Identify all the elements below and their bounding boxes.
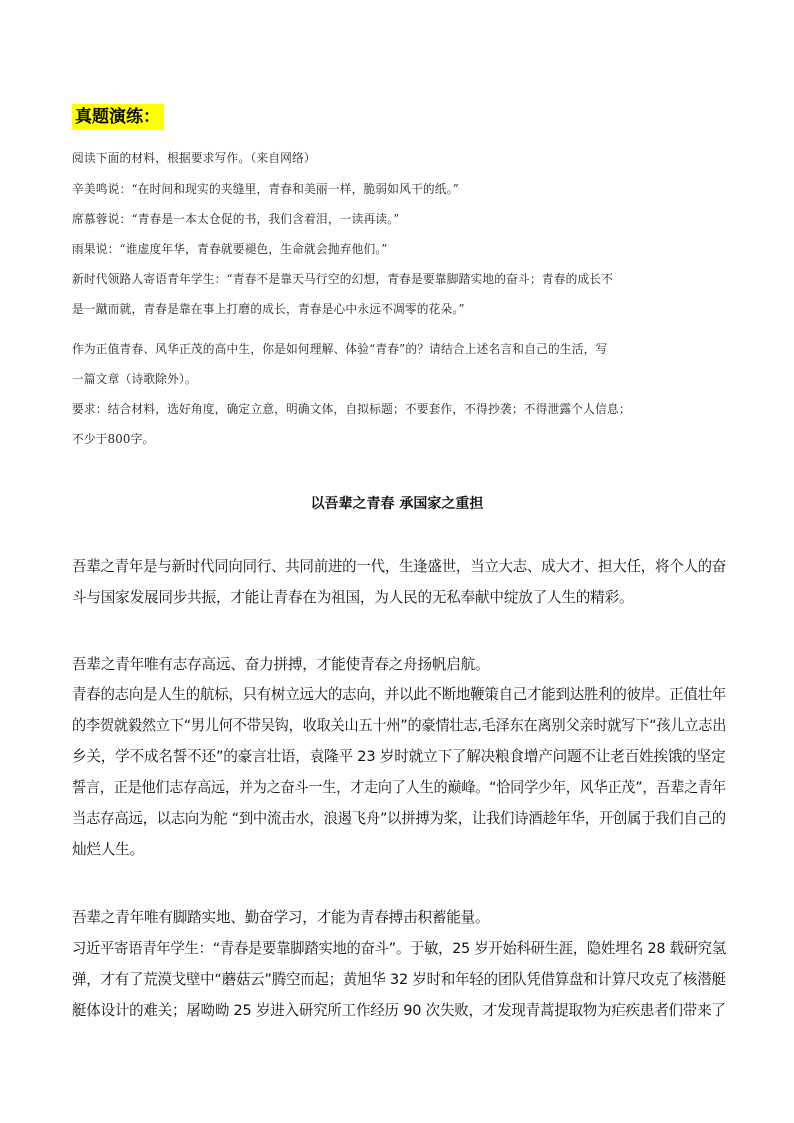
material-line-2: 辛美鸣说：“在时间和现实的夹缝里，青春和美丽一样，脆弱如风干的纸。” (72, 182, 459, 196)
material-line-3: 席慕蓉说：“青春是一本太仓促的书，我们含着泪，一读再读。” (72, 212, 400, 226)
essay-line-9: 灿烂人生。 (72, 841, 144, 858)
material-line-6: 是一蹴而就，青春是靠在事上打磨的成长，青春是心中永远不凋零的花朵。” (72, 302, 465, 316)
material-line-5: 新时代领路人寄语青年学生：“青春不是靠天马行空的幻想，青春是要靠脚踏实地的奋斗；青春的成长不 (72, 272, 614, 286)
essay-line-2: 斗与国家发展同步共振，才能让青春在为祖国，为人民的无私奉献中绽放了人生的精彩。 (72, 589, 634, 606)
section-heading: 真题演练： (72, 104, 164, 130)
essay-line-7: 誓言，正是他们志存高远，并为之奋斗一生，才走向了人生的巅峰。“恰同学少年，风华正茂”，吾辈之青年 (72, 779, 726, 796)
essay-line-4: 青春的志向是人生的航标，只有树立远大的志向，并以此不断地鞭策自己才能到达胜利的彼岸。正值壮年 (72, 686, 727, 703)
essay-line-3: 吾辈之青年唯有志存高远、奋力拼搏，才能使青春之舟扬帆启航。 (72, 656, 490, 673)
essay-line-13: 艇体设计的难关；屠呦呦 25 岁进入研究所工作经历 90 次失败，才发现青蒿提取物为疟疾患者们带来了 (72, 1002, 726, 1019)
essay-line-5: 的李贺就毅然立下“男儿何不带吴钩，收取关山五十州”的豪情壮志,毛泽东在离别父亲时就写下“孩儿立志出 (72, 717, 727, 734)
material-line-10: 不少于800字。 (72, 432, 155, 446)
essay-line-1: 吾辈之青年是与新时代同向同行、共同前进的一代，生逢盛世，当立大志、成大才、担大任，将个人的奋 (72, 558, 727, 575)
essay-title: 以吾辈之青春 承国家之重担 (310, 496, 484, 512)
essay-line-8: 当志存高远，以志向为舵 “到中流击水，浪遏飞舟”以拼搏为桨，让我们诗酒趁年华，开创属于我们自己的 (72, 810, 726, 827)
essay-line-10: 吾辈之青年唯有脚踏实地、勤奋学习，才能为青春搏击积蓄能量。 (72, 909, 490, 926)
essay-line-12: 弹，才有了荒漠戈壁中“蘑菇云”腾空而起；黄旭华 32 岁时和年轻的团队凭借算盘和计算尺攻克了核潜艇 (72, 971, 726, 988)
essay-line-11: 习近平寄语青年学生：“青春是要靠脚踏实地的奋斗”。于敏，25 岁开始科研生涯，隐姓埋名 28 载研究氢 (72, 940, 726, 957)
material-line-9: 要求：结合材料，选好角度，确定立意，明确文体，自拟标题；不要套作，不得抄袭；不得泄露个人信息； (72, 402, 631, 416)
material-line-8: 一篇文章（诗歌除外）。 (72, 372, 197, 386)
material-line-1: 阅读下面的材料，根据要求写作。（来自网络） (72, 151, 316, 165)
material-line-7: 作为正值青春、风华正茂的高中生，你是如何理解、体验“青春”的？请结合上述名言和自己的生活，写 (72, 342, 608, 356)
material-line-4: 雨果说：“谁虚度年华，青春就要褪色，生命就会抛弃他们。” (72, 242, 388, 256)
essay-line-6: 乡关，学不成名誓不还”的豪言壮语，袁隆平 23 岁时就立下了解决粮食增产问题不让老百姓挨饿的坚定 (72, 748, 726, 765)
